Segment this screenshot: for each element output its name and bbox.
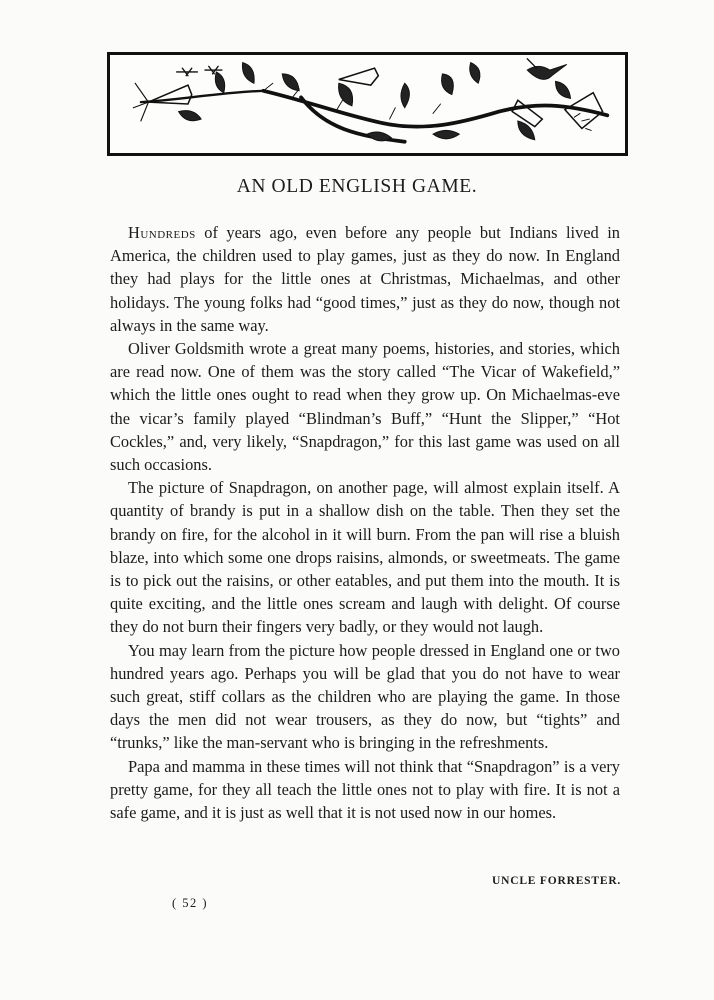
page-number: ( 52 ) bbox=[172, 896, 209, 910]
paragraph-3: The picture of Snapdragon, on another page, will almost explain itself. A quantity of brandy is put in a shallow dish on the table. Then they set the brandy on fire, for the alcohol in it will burn. From the pan will rise a bluish blaze, into which some one drops raisins, almonds, or sweetmeats. The game is to pick out the raisins, or other eatables, and put them into the mouth. It is quite exciting, and the little ones scream and laugh with delight. Of course they do not burn their fingers very badly, or they would not laugh. bbox=[110, 478, 620, 637]
floral-banner-illustration bbox=[107, 52, 628, 156]
paragraph-1 bbox=[110, 221, 620, 337]
paragraph-5: Papa and mamma in these times will not think that “Snapdragon” is a very pretty game, for they all teach the little ones not to play with fire. It is not a safe game, and it is just as well that it is not used now in our homes. bbox=[110, 756, 620, 823]
article-title: AN OLD ENGLISH GAME. bbox=[236, 176, 478, 197]
author-signature: UNCLE FORRESTER. bbox=[492, 875, 622, 887]
paragraph-1-text: of years ago, even before any people but Indians lived in America, the children used to play games, just as they do now. In England they had plays for the little ones at Christmas, Michaelmas, and other holidays. The young folks had “good times,” just as they do now, though not always in the same way. bbox=[110, 223, 620, 335]
branch-with-flowers-engraving bbox=[110, 55, 625, 153]
lead-word: Hundreds bbox=[128, 223, 196, 242]
article-body bbox=[110, 221, 620, 824]
paragraph-2: Oliver Goldsmith wrote a great many poems, histories, and stories, which are read now. One of them was the story called “The Vicar of Wakefield,” which the little ones ought to read when they grow up. On Michaelmas-eve the vicar’s family played “Blindman’s Buff,” “Hunt the Slipper,” “Hot Cockles,” and, very likely, “Snapdragon,” for this last game was used on all such occasions. bbox=[110, 339, 620, 475]
paragraph-4: You may learn from the picture how people dressed in England one or two hundred years ago. Perhaps you will be glad that you do not have to wear such great, stiff collars as the children who are playing the game. In those days the men did not wear trousers, as they do now, but “tights” and “trunks,” like the man-servant who is bringing in the refreshments. bbox=[110, 640, 620, 753]
